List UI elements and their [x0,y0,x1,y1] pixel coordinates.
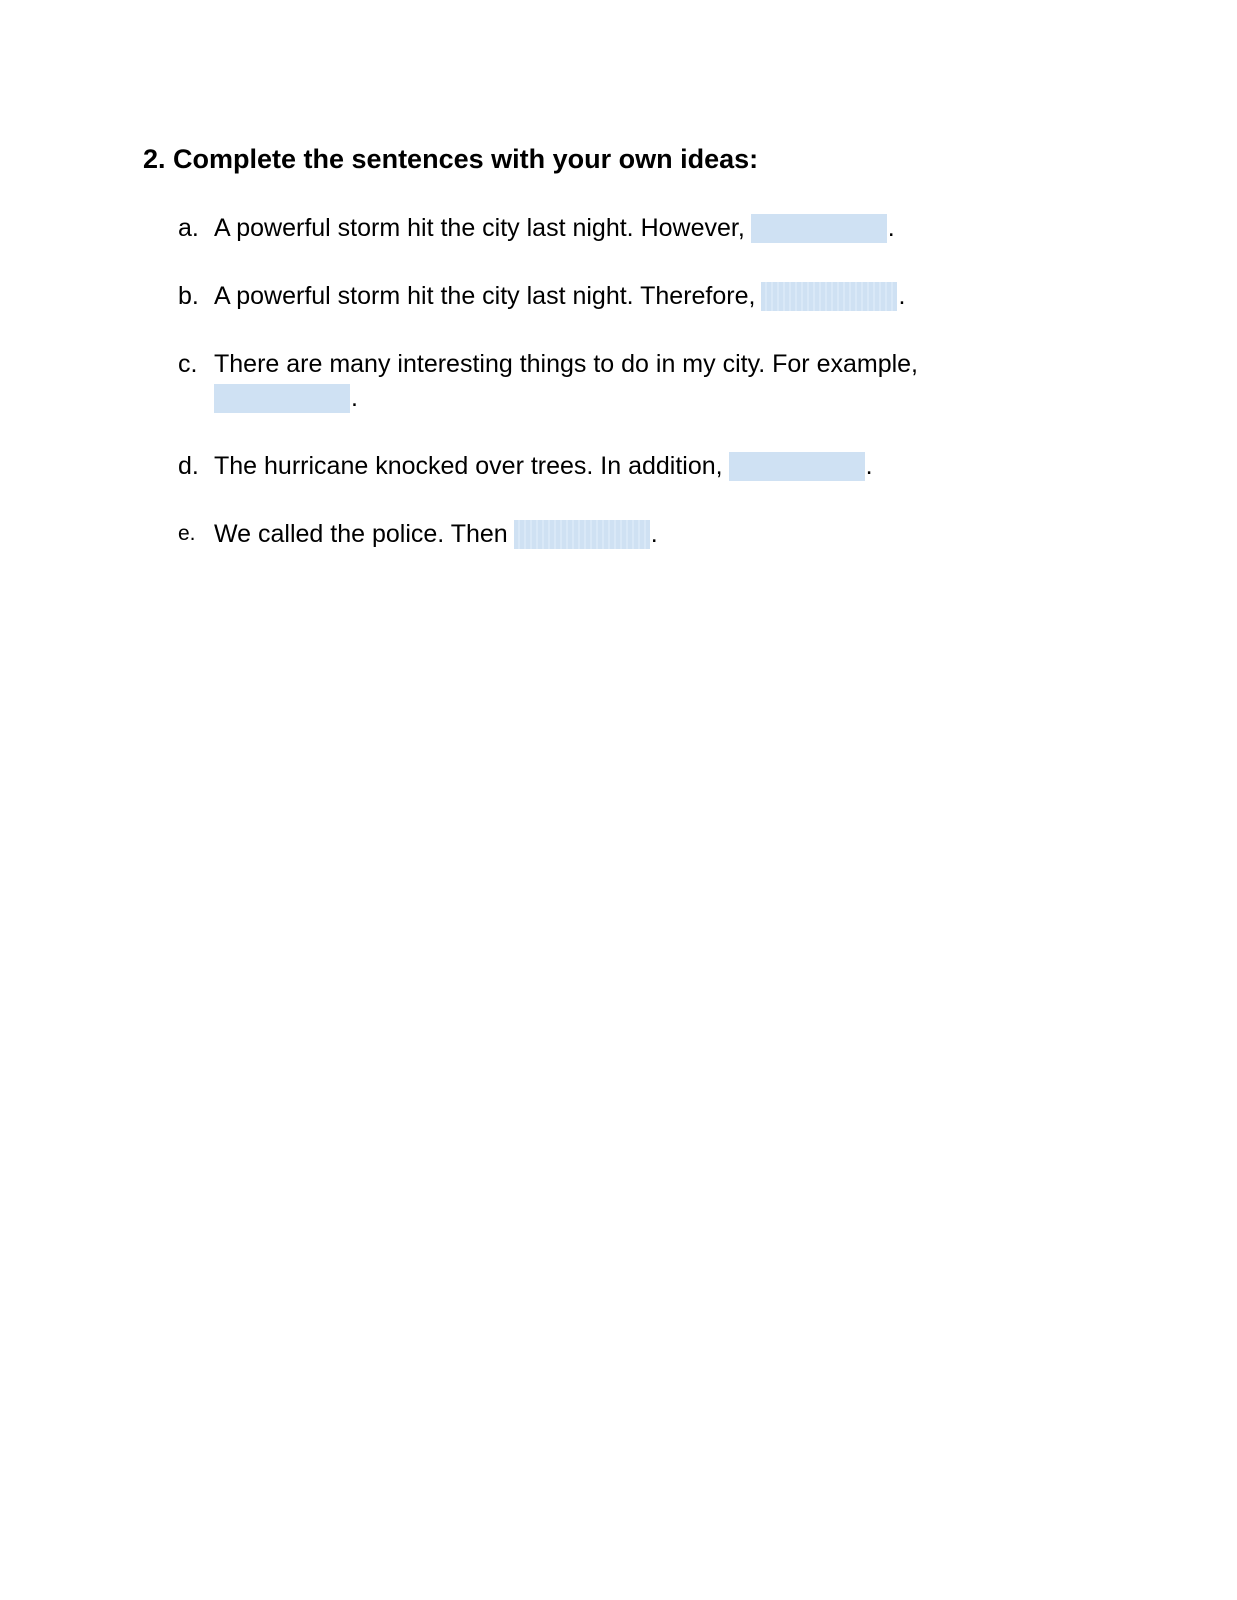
sentence-period: . [898,282,906,310]
sentence-text: The hurricane knocked over trees. In addition, [214,452,723,480]
item-marker: b. [178,282,199,310]
sentence-line [214,449,873,483]
sentence-text: There are many interesting things to do in my city. For example, [214,350,919,378]
answer-blank-b[interactable] [761,282,897,311]
answer-blank-c[interactable] [214,384,350,413]
sentence-period: . [865,452,873,480]
exercise-heading: 2. Complete the sentences with your own ideas: [143,144,759,174]
sentence-continuation [214,381,358,415]
sentence-period: . [650,520,658,548]
sentence-period: . [887,214,895,242]
sentence-text: We called the police. Then [214,520,508,548]
sentence-period: . [351,384,358,412]
item-marker: e. [178,522,196,545]
sentence-text: A powerful storm hit the city last night. Therefore, [214,282,756,310]
sentence-item-c [178,347,978,415]
sentence-line [214,279,905,313]
sentence-text: A powerful storm hit the city last night. However, [214,214,745,242]
item-marker: a. [178,214,199,242]
sentence-line [214,211,895,245]
answer-blank-e[interactable] [514,520,650,549]
answer-blank-d[interactable] [729,452,865,481]
item-marker: d. [178,452,199,480]
answer-blank-a[interactable] [751,214,887,243]
item-marker: c. [178,350,198,378]
sentence-line [214,517,658,551]
